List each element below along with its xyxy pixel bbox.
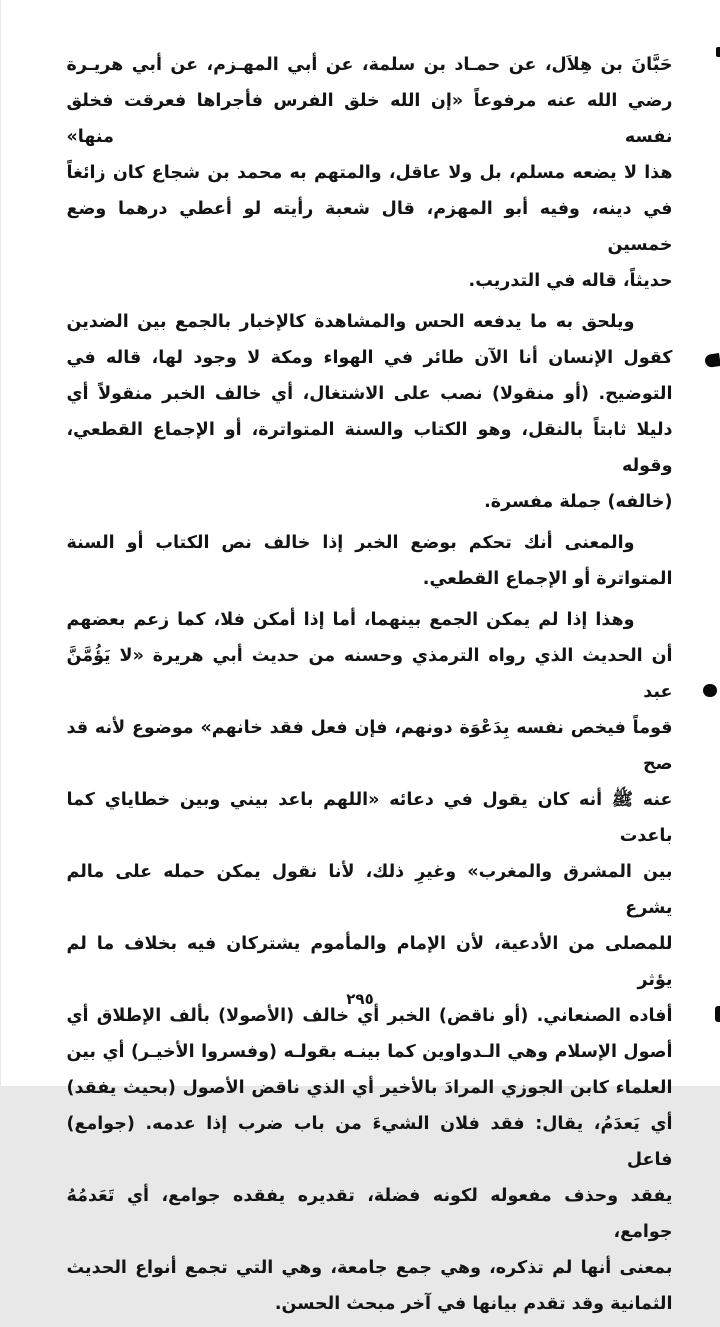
text-line: أصول الإسلام وهي الـدواوين كما بينـه بقولـه (وفسروا الأخيـر) أي بين <box>66 1042 673 1062</box>
scan-artifact-middle <box>703 684 717 697</box>
page-number: ٢٩٥ <box>346 990 374 1008</box>
paragraph <box>67 525 673 597</box>
text-line: التوضيح. (أو منقولا) نصب على الاشتغال، أي خالف الخبر منقولاً أي <box>66 384 673 404</box>
text-line: في دينه، وفيه أبو المهزم، قال شعبة رأيته لو أعطي درهما وضع خمسين <box>66 199 673 255</box>
text-line: المتواترة أو الإجماع القطعي. <box>422 569 673 589</box>
text-line: أفاده الصنعاني. (أو ناقض) الخبر أي خالف (الأصولا) بألف الإطلاق أي <box>66 1006 673 1026</box>
text-line: بين المشرق والمغرب» وغيرِ ذلك، لأنا نقول يمكن حمله على مالم يشرع <box>66 862 673 918</box>
scan-artifact-bottom <box>715 1006 720 1022</box>
book-page <box>1 0 720 1314</box>
text-line: بمعنى أنها لم تذكره، وهي جمع جامعة، وهي التي تجمع أنواع الحديث <box>66 1258 673 1278</box>
text-line: هذا لا يضعه مسلم، بل ولا عاقل، والمتهم به محمد بن شجاع كان زائغاً <box>66 163 673 183</box>
text-line: أن الحديث الذي رواه الترمذي وحسنه من حديث أبي هريرة «لا يَؤُمَّنَّ عبد <box>66 646 673 702</box>
text-line: قوماً فيخص نفسه بِدَعْوَة دونهم، فإن فعل فقد خانهم» موضوع لأنه قد صح <box>66 718 673 774</box>
text-line: كقول الإنسان أنا الآن طائر في الهواء ومكة لا وجود لها، قاله في <box>66 348 673 368</box>
text-line: والمعنى أنك تحكم بوضع الخبر إذا خالف نص الكتاب أو السنة <box>66 533 635 553</box>
text-line: أي يَعدَمُ، يقال: فقد فلان الشيءَ من باب ضرب إذا عدمه. (جوامع) فاعل <box>66 1114 673 1170</box>
paragraph <box>67 304 673 520</box>
paragraph <box>67 47 673 299</box>
body-text <box>67 47 673 1327</box>
text-line: وهذا إذا لم يمكن الجمع بينهما، أما إذا أمكن فلا، كما زعم بعضهم <box>66 610 635 630</box>
text-line: دليلا ثابتاً بالنقل، وهو الكتاب والسنة المتواترة، أو الإجماع القطعي، وقوله <box>66 420 673 476</box>
text-line: رضي الله عنه مرفوعاً «إن الله خلق الفرس فأجراها فعرقت فخلق نفسه منها» <box>66 91 673 147</box>
text-line: عنه ﷺ أنه كان يقول في دعائه «اللهم باعد بيني وبين خطاياي كما باعدت <box>66 790 673 846</box>
text-line: (خالفه) جملة مفسرة. <box>484 492 673 512</box>
text-line: الثمانية وقد تقدم بيانها في آخر مبحث الحسن. <box>274 1294 673 1314</box>
text-line: ويلحق به ما يدفعه الحس والمشاهدة كالإخبار بالجمع بين الضدين <box>66 312 635 332</box>
text-line: العلماء كابن الجوزي المرادَ بالأخير أي الذي ناقض الأصول (بحيث يفقد) <box>66 1078 673 1098</box>
text-line: حديثاً، قاله في التدريب. <box>468 271 673 291</box>
text-line: يفقد وحذف مفعوله لكونه فضلة، تقديره يفقده جوامع، أي تَعَدمُهُ جوامع، <box>66 1186 673 1242</box>
scan-artifact-upper <box>704 353 720 368</box>
scan-artifact-top <box>716 47 720 57</box>
paragraph <box>67 602 673 1322</box>
text-line: للمصلى من الأدعية، لأن الإمام والمأموم يشتركان فيه بخلاف ما لم يؤثر <box>66 934 673 990</box>
text-line: حَبَّانَ بن هِلاَل، عن حمـاد بن سلمة، عن أبي المهـزم، عن أبي هريـرة <box>66 55 673 75</box>
